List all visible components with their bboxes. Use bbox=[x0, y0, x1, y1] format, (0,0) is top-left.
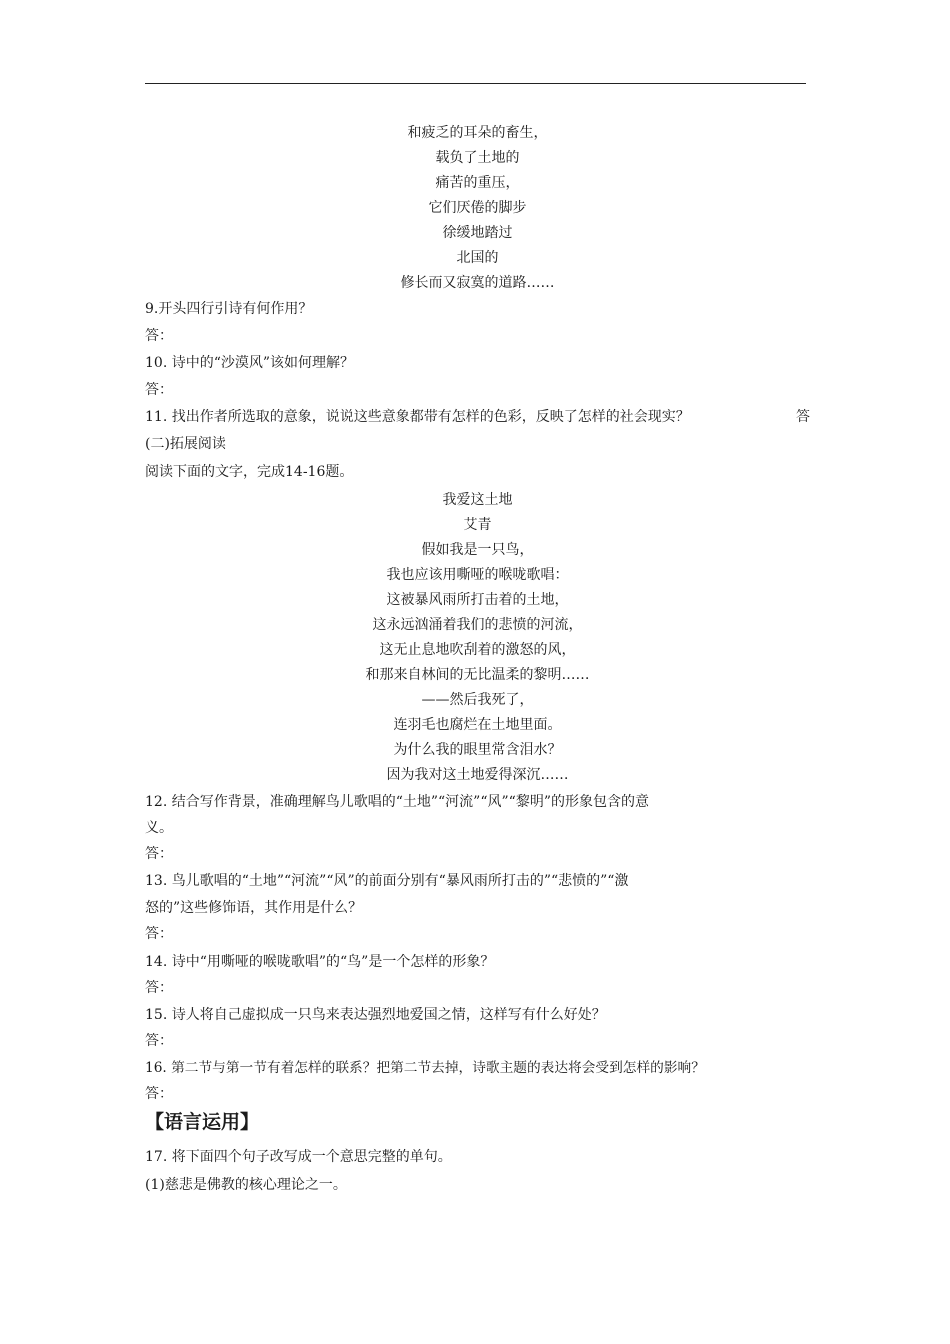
poem2-line: 因为我对这土地爱得深沉…… bbox=[386, 767, 569, 783]
header-rule bbox=[145, 83, 806, 84]
poem2-line: 这永远汹涌着我们的悲愤的河流， bbox=[372, 617, 583, 633]
answer-15: 答： bbox=[145, 1033, 173, 1049]
poem2-line: 这无止息地吹刮着的激怒的风， bbox=[379, 642, 576, 658]
poem1-line: 和疲乏的耳朵的畜生， bbox=[407, 125, 548, 141]
question-12: 12. 结合写作背景，准确理解鸟儿歌唱的“土地”“河流”“风”“黎明”的形象包含的意 bbox=[145, 794, 649, 810]
poem1-line: 修长而又寂寞的道路…… bbox=[400, 275, 555, 291]
question-17: 17. 将下面四个句子改写成一个意思完整的单句。 bbox=[145, 1149, 452, 1165]
question-10: 10. 诗中的“沙漠风”该如何理解？ bbox=[145, 355, 355, 371]
poem2-line: 为什么我的眼里常含泪水？ bbox=[393, 742, 562, 758]
poem2-line: 这被暴风雨所打击着的土地， bbox=[386, 592, 569, 608]
answer-11: 答 bbox=[796, 409, 810, 425]
reading-instruction: 阅读下面的文字，完成14-16题。 bbox=[145, 464, 354, 480]
section-extended-reading: (二)拓展阅读 bbox=[145, 436, 226, 452]
question-11 bbox=[145, 408, 810, 426]
poem1-line: 痛苦的重压， bbox=[435, 175, 520, 191]
question-12-cont: 义。 bbox=[145, 820, 173, 836]
answer-12: 答： bbox=[145, 846, 173, 862]
answer-13: 答： bbox=[145, 926, 173, 942]
poem2-author: 艾青 bbox=[463, 517, 492, 533]
answer-16: 答： bbox=[145, 1086, 173, 1102]
question-17-item-1: (1)慈悲是佛教的核心理论之一。 bbox=[145, 1177, 347, 1193]
poem1-line: 徐缓地踏过 bbox=[442, 225, 513, 241]
poem1-line: 载负了土地的 bbox=[435, 150, 520, 166]
answer-10: 答： bbox=[145, 382, 173, 398]
answer-14: 答： bbox=[145, 980, 173, 996]
question-13-cont: 怒的”这些修饰语，其作用是什么？ bbox=[145, 900, 363, 916]
question-14: 14. 诗中“用嘶哑的喉咙歌唱”的“鸟”是一个怎样的形象？ bbox=[145, 954, 495, 970]
poem2-line: 连羽毛也腐烂在土地里面。 bbox=[393, 717, 562, 733]
poem2-title: 我爱这土地 bbox=[442, 492, 513, 508]
poem1-line: 北国的 bbox=[456, 250, 499, 266]
poem2-line: 我也应该用嘶哑的喉咙歌唱： bbox=[386, 567, 569, 583]
question-15: 15. 诗人将自己虚拟成一只鸟来表达强烈地爱国之情，这样写有什么好处？ bbox=[145, 1007, 606, 1023]
question-13: 13. 鸟儿歌唱的“土地”“河流”“风”的前面分别有“暴风雨所打击的”“悲愤的”“激 bbox=[145, 873, 629, 889]
question-9: 9.开头四行引诗有何作用？ bbox=[145, 301, 313, 317]
question-16: 16. 第二节与第一节有着怎样的联系？把第二节去掉，诗歌主题的表达将会受到怎样的影响？ bbox=[145, 1060, 705, 1076]
poem2-line: ——然后我死了， bbox=[421, 692, 534, 708]
poem2-line: 和那来自林间的无比温柔的黎明…… bbox=[365, 667, 590, 683]
question-11-text: 11. 找出作者所选取的意象，说说这些意象都带有怎样的色彩，反映了怎样的社会现实？ bbox=[145, 409, 690, 425]
section-language-usage: 【语言运用】 bbox=[145, 1111, 260, 1133]
poem1-line: 它们厌倦的脚步 bbox=[428, 200, 527, 216]
answer-9: 答： bbox=[145, 328, 173, 344]
poem2-line: 假如我是一只鸟， bbox=[421, 542, 534, 558]
